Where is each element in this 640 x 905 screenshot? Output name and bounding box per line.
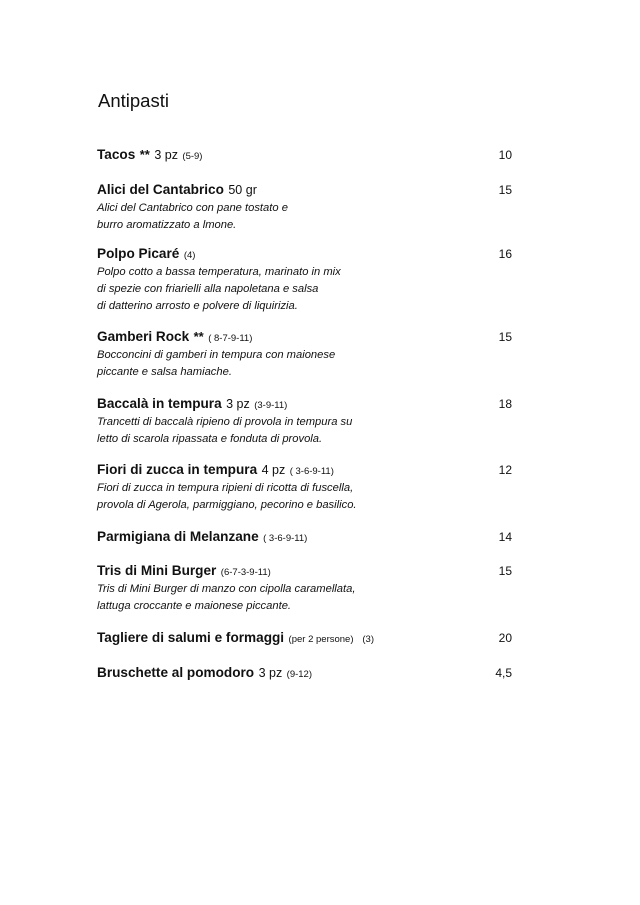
item-quantity: 4 pz — [261, 463, 286, 477]
item-description-line: Bocconcini di gamberi in tempura con maionese — [97, 349, 336, 361]
item-quantity: 50 gr — [228, 183, 257, 197]
menu-item-header — [97, 146, 512, 164]
item-price: 15 — [498, 183, 512, 197]
item-description-line: Fiori di zucca in tempura ripieni di ricotta di fuscella, — [97, 482, 354, 494]
item-quantity: 3 pz — [258, 666, 283, 680]
menu-item — [97, 528, 512, 546]
item-description-line: Tris di Mini Burger di manzo con cipolla caramellata, — [97, 583, 356, 595]
item-description — [97, 581, 512, 615]
item-price: 15 — [498, 564, 512, 578]
menu-item — [97, 395, 512, 448]
item-allergens: (5-9) — [182, 151, 203, 162]
item-stars: ** — [139, 147, 150, 162]
item-name: Tris di Mini Burger — [97, 563, 217, 578]
item-description-line: burro aromatizzato a lmone. — [97, 219, 237, 231]
menu-item-header — [97, 562, 512, 580]
item-description-line: letto di scarola ripassata e fonduta di provola. — [97, 433, 323, 445]
menu-item-header — [97, 461, 512, 479]
item-name: Bruschette al pomodoro — [97, 665, 255, 680]
item-description — [97, 480, 512, 514]
menu-item-header — [97, 181, 512, 199]
item-allergens: ( 8-7-9-11) — [208, 333, 253, 344]
menu-item — [97, 328, 512, 381]
item-quantity: 3 pz — [154, 148, 178, 162]
section-title: Antipasti — [98, 90, 169, 111]
item-description — [97, 200, 512, 234]
item-name: Parmigiana di Melanzane — [97, 529, 259, 544]
item-description-line: provola di Agerola, parmiggiano, pecorino e basilico. — [97, 499, 357, 511]
item-description-line: Alici del Cantabrico con pane tostato e — [97, 202, 288, 214]
item-price: 16 — [498, 247, 512, 261]
item-price: 18 — [498, 397, 512, 411]
item-stars: ** — [193, 329, 204, 344]
item-description — [97, 347, 512, 381]
item-price: 12 — [498, 463, 512, 477]
menu-item-header — [97, 528, 512, 546]
item-price: 15 — [498, 330, 512, 344]
menu-item-header — [97, 245, 512, 263]
item-name: Alici del Cantabrico — [97, 182, 224, 197]
item-quantity: 3 pz — [226, 397, 250, 411]
item-description-line: di spezie con friarielli alla napoletana e salsa — [97, 283, 319, 295]
menu-item-header — [97, 328, 512, 346]
menu-item — [97, 461, 512, 514]
menu-item-header — [97, 629, 512, 647]
item-allergens: (6-7-3-9-11) — [220, 567, 271, 578]
item-name: Tagliere di salumi e formaggi — [97, 630, 285, 645]
item-description-line: Polpo cotto a bassa temperatura, marinato in mix — [97, 266, 341, 278]
menu-item-header — [97, 664, 512, 682]
item-description — [97, 414, 512, 448]
menu-item — [97, 146, 512, 164]
item-name: Polpo Picaré — [97, 246, 180, 261]
item-allergens: ( 3-6-9-11) — [289, 466, 334, 477]
item-price: 10 — [498, 148, 512, 162]
item-description-line: piccante e salsa hamiache. — [97, 366, 232, 378]
item-name: Fiori di zucca in tempura — [97, 462, 258, 477]
item-price: 14 — [498, 530, 512, 544]
item-allergens: ( 3-6-9-11) — [263, 533, 308, 544]
item-allergens: (3-9-11) — [254, 400, 288, 411]
item-price: 20 — [498, 631, 512, 645]
item-price: 4,5 — [495, 666, 512, 680]
item-name: Tacos — [97, 147, 136, 162]
menu-item — [97, 664, 512, 682]
item-description-line: di datterino arrosto e polvere di liquirizia. — [97, 300, 298, 312]
item-name: Baccalà in tempura — [97, 396, 222, 411]
menu-item — [97, 181, 512, 234]
item-allergens: (9-12) — [286, 669, 312, 680]
item-description-line: Trancetti di baccalà ripieno di provola in tempura su — [97, 416, 353, 428]
menu-item-header — [97, 395, 512, 413]
item-allergens: (3) — [362, 634, 375, 645]
item-description-line: lattuga croccante e maionese piccante. — [97, 600, 292, 612]
menu-item — [97, 245, 512, 315]
menu-item — [97, 629, 512, 647]
item-description — [97, 264, 512, 315]
item-allergens: (4) — [183, 250, 196, 261]
menu-item — [97, 562, 512, 615]
item-name: Gamberi Rock — [97, 329, 190, 344]
item-note: (per 2 persone) — [288, 634, 354, 645]
